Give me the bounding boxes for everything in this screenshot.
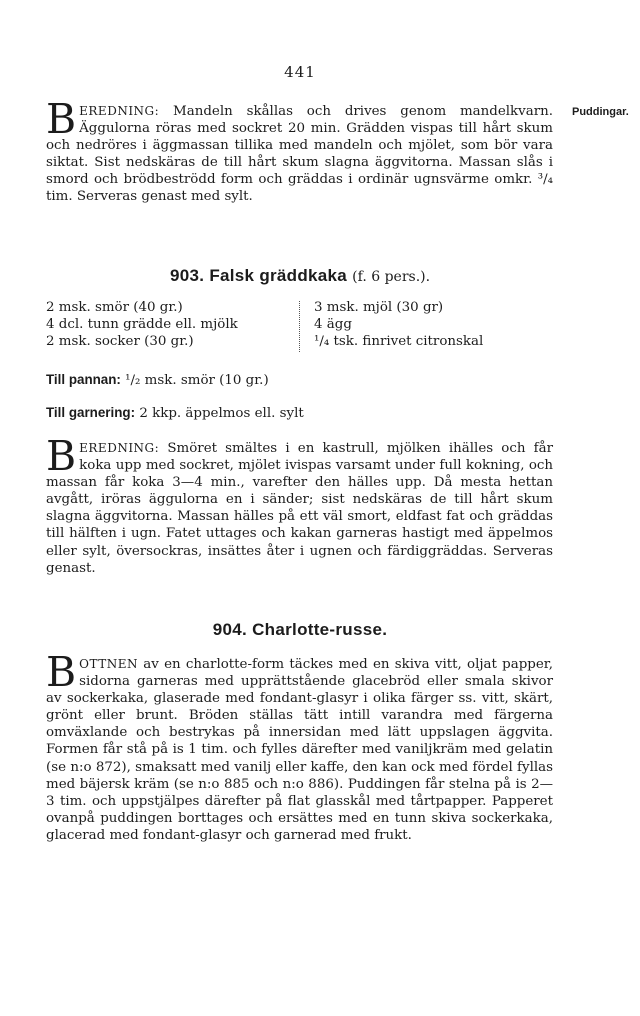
ingredient-item: 4 dcl. tunn grädde ell. mjölk xyxy=(46,317,238,332)
ingredient-item: 4 ägg xyxy=(314,317,352,332)
pan-text: ¹/₂ msk. smör (10 gr.) xyxy=(125,373,269,388)
ingredients-left-column xyxy=(46,299,238,350)
recipe-title: Charlotte-russe. xyxy=(252,620,388,639)
garnish-line xyxy=(46,404,304,422)
method-text: av en charlotte-form täckes med en skiva vitt, oljat papper, sidorna garneras med upprättstående glacebröd eller smala skivor av sockerkaka, glaserade med fondant-glasyr i olika färger ss. vitt, skärt, grönt eller brunt. Bröden ställas tätt intill varandra med färgerna omväxlande och bestrykas på innersidan med lätt uppslagen äggvita. Formen får stå på is 1 tim. och fylles därefter med vaniljkräm med gelatin (se n:o 872), smaksatt med vanilj eller kaffe, den kan ock med fördel fyllas med bäjersk kräm (se n:o 885 och n:o 886). Puddingen får stelna på is 2—3 tim. och uppstjälpes därefter på flat glasskål med tårtpapper. Papperet ovanpå puddingen borttages och ersättes med en tunn skiva sockerkaka, glacerad med fondant-glasyr och garnerad med frukt. xyxy=(46,657,553,843)
previous-recipe-method xyxy=(46,95,554,206)
page-number: 441 xyxy=(284,63,316,81)
method-lead-word: EREDNING: xyxy=(79,441,160,455)
recipe-title: Falsk gräddkaka xyxy=(209,266,348,285)
pan-label: Till pannan: xyxy=(46,372,121,387)
method-text: Smöret smältes i en kastrull, mjölken ihälles och får koka upp med sockret, mjölet ivispas varsamt under full kokning, och massan får koka 3—4 min., varefter den hälles upp. Då mesta hettan avgått, iröras äggulorna en i sänder; sist nedskäras de till hårt skum slagna äggvitorna. Massan hälles på ett väl smort, eldfast fat och gräddas till hälften i ugn. Fatet uttages och kakan garneras hastigt med äppelmos eller sylt, översockras, insättes åter i ugnen och färdiggräddas. Serveras genast. xyxy=(46,441,553,576)
dropcap: B xyxy=(46,95,77,143)
recipe-904-method xyxy=(46,648,553,844)
garnish-label: Till garnering: xyxy=(46,405,136,420)
ingredients-right-column xyxy=(314,299,483,350)
garnish-text: 2 kkp. äppelmos ell. sylt xyxy=(139,406,304,421)
ingredient-item: 3 msk. mjöl (30 gr) xyxy=(314,300,444,315)
section-margin-label: Puddingar. xyxy=(572,106,629,118)
method-lead-word: OTTNEN xyxy=(79,657,138,671)
pan-line xyxy=(46,371,269,389)
ingredient-item: 2 msk. socker (30 gr.) xyxy=(46,334,194,349)
dropcap: B xyxy=(46,432,77,480)
recipe-number: 904. xyxy=(212,620,248,639)
recipe-number: 903. xyxy=(169,266,205,285)
method-text: Mandeln skållas och drives genom mandelkvarn. Äggulorna röras med sockret 20 min. Grädden vispas till hårt skum och nedröres i äggmassan tillika med mandeln och mjölet, som bör vara siktat. Sist nedskäras de till hårt skum slagna äggvitorna. Massan slås i smord och brödbeströdd form och gräddas i ordinär ugnsvärme omkr. ³/₄ tim. Serveras genast med sylt. xyxy=(46,104,554,205)
ingredient-item: 2 msk. smör (40 gr.) xyxy=(46,300,183,315)
recipe-904-heading xyxy=(0,620,600,640)
recipe-serves: (f. 6 pers.). xyxy=(352,269,431,285)
recipe-903-heading xyxy=(0,266,600,286)
method-lead-word: EREDNING: xyxy=(79,104,160,118)
ingredients-divider xyxy=(299,301,300,352)
dropcap: B xyxy=(46,648,77,696)
ingredient-item: ¹/₄ tsk. finrivet citronskal xyxy=(314,334,484,349)
recipe-903-method xyxy=(46,432,553,577)
